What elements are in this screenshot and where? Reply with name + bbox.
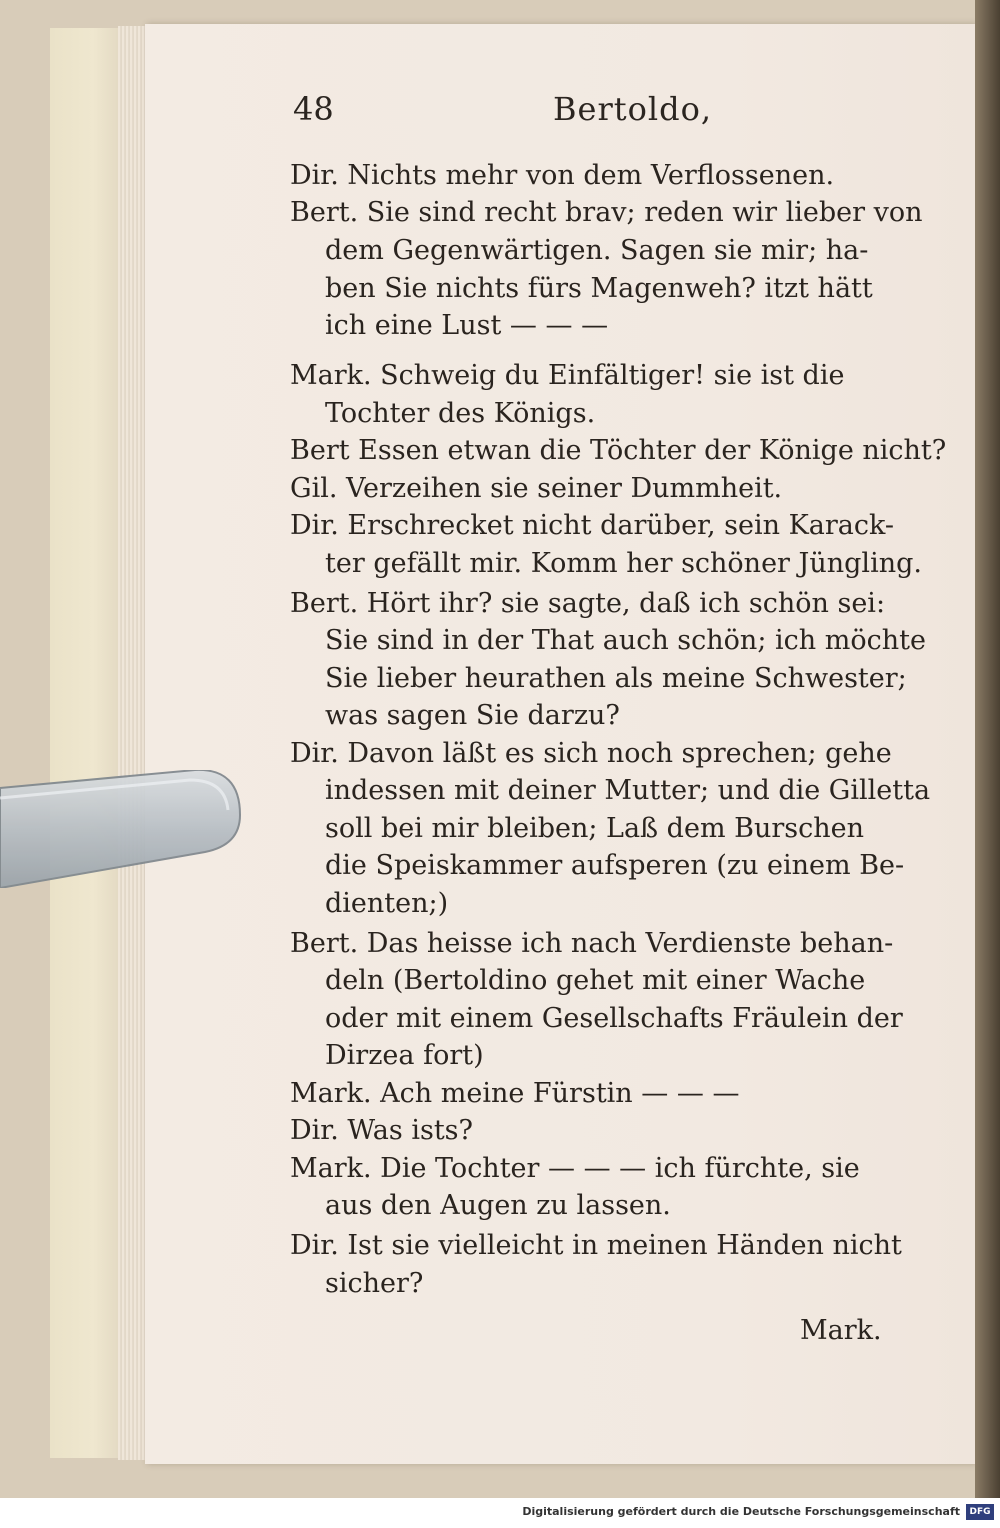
text-line: Mark. Ach meine Fürstin — — — xyxy=(290,1078,740,1109)
text-line: Bert Essen etwan die Töchter der Könige nicht? xyxy=(290,435,947,466)
text-line: ich eine Lust — — — xyxy=(325,310,609,341)
text-line: Bert. Das heisse ich nach Verdienste behan- xyxy=(290,928,894,959)
footer-bar xyxy=(0,1498,1000,1528)
page-number: 48 xyxy=(293,90,334,128)
text-line: Bert. Hört ihr? sie sagte, daß ich schön sei: xyxy=(290,588,886,619)
text-line: Dir. Was ists? xyxy=(290,1115,474,1146)
text-line: Mark. Die Tochter — — — ich fürchte, sie xyxy=(290,1153,860,1184)
text-line: dem Gegenwärtigen. Sagen sie mir; ha- xyxy=(325,235,869,266)
text-line: ter gefällt mir. Komm her schöner Jüngling. xyxy=(325,548,922,579)
text-line: Tochter des Königs. xyxy=(325,398,596,429)
text-line: Gil. Verzeihen sie seiner Dummheit. xyxy=(290,473,783,504)
catchword: Mark. xyxy=(800,1315,882,1346)
text-line: Sie lieber heurathen als meine Schwester; xyxy=(325,663,907,694)
running-title: Bertoldo, xyxy=(553,90,713,128)
page-edges xyxy=(118,26,148,1460)
text-line: sicher? xyxy=(325,1268,424,1299)
text-line: Dir. Erschrecket nicht darüber, sein Karack- xyxy=(290,510,895,541)
dfg-logo: DFG xyxy=(966,1504,994,1520)
text-line: oder mit einem Gesellschafts Fräulein der xyxy=(325,1003,903,1034)
text-line: aus den Augen zu lassen. xyxy=(325,1190,671,1221)
facing-page-edge xyxy=(50,28,122,1458)
text-line: dienten;) xyxy=(325,888,449,919)
page-header xyxy=(145,90,975,140)
text-line: soll bei mir bleiben; Laß dem Burschen xyxy=(325,813,864,844)
text-line: Dir. Ist sie vielleicht in meinen Händen nicht xyxy=(290,1230,902,1261)
scan-border xyxy=(975,0,1000,1498)
text-line: Bert. Sie sind recht brav; reden wir lieber von xyxy=(290,197,923,228)
text-line: Dir. Nichts mehr von dem Verflossenen. xyxy=(290,160,835,191)
funding-credit: Digitalisierung gefördert durch die Deutsche Forschungsgemeinschaft xyxy=(522,1505,960,1518)
text-line: Sie sind in der That auch schön; ich möchte xyxy=(325,625,926,656)
text-line: deln (Bertoldino gehet mit einer Wache xyxy=(325,965,866,996)
text-line: Mark. Schweig du Einfältiger! sie ist die xyxy=(290,360,845,391)
text-line: die Speiskammer aufsperen (zu einem Be- xyxy=(325,850,905,881)
text-line: ben Sie nichts fürs Magenweh? itzt hätt xyxy=(325,273,873,304)
page-holder-strip xyxy=(0,770,245,888)
text-line: Dir. Davon läßt es sich noch sprechen; gehe xyxy=(290,738,892,769)
text-line: indessen mit deiner Mutter; und die Gilletta xyxy=(325,775,931,806)
text-line: Dirzea fort) xyxy=(325,1040,484,1071)
text-line: was sagen Sie darzu? xyxy=(325,700,620,731)
